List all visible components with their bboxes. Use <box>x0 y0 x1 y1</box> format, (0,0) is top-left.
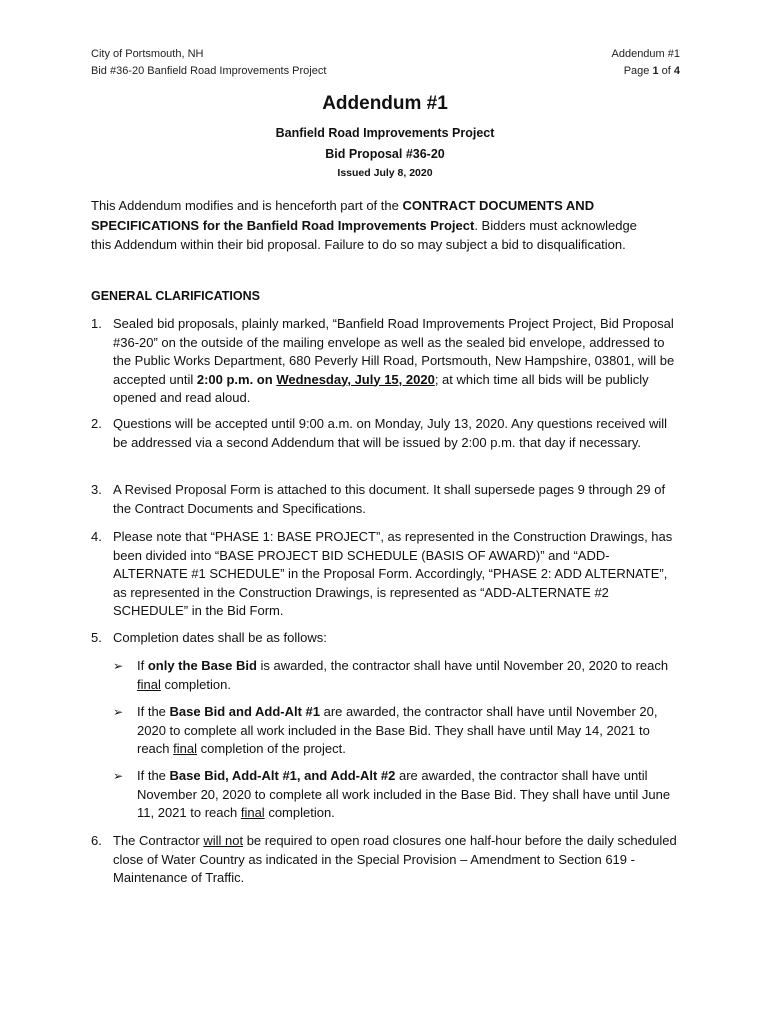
bullet-bold: Base Bid, Add-Alt #1, and Add-Alt #2 <box>169 768 396 783</box>
page-prefix: Page <box>623 65 653 77</box>
item-text: Sealed bid proposals, plainly marked, “Banfield Road Improvements Project Project, Bid Proposal #36-20” on the outside of the mailing envelope as well as the sealed bid envelope, addressed to the Public Works Department, 680 Peverly Hill Road, Portsmouth, New Hampshire, 03801, will be accepted until <box>113 316 675 387</box>
bullet-text: If the <box>137 768 170 783</box>
issued-date: Issued July 8, 2020 <box>337 167 433 179</box>
header-left <box>91 46 326 80</box>
bullet-body <box>137 703 683 759</box>
project-name: Banfield Road Improvements Project <box>275 126 495 140</box>
bullet-bold: only the Base Bid <box>147 658 257 673</box>
bullet-text: are awarded, the contractor shall have until November 20, 2020 to complete all work included in the Base Bid. They shall have until June 11, 2021 to reach <box>137 768 671 820</box>
bullet-text: completion. <box>264 805 335 820</box>
item-text: ; at which time all bids will be publicly opened and read aloud. <box>113 371 649 405</box>
intro-text-1: This Addendum modifies and is henceforth part of the <box>91 198 403 213</box>
item-number: 4. <box>91 529 102 544</box>
item-underline: will not <box>203 833 244 848</box>
item-body: Please note that “PHASE 1: BASE PROJECT”, as represented in the Construction Drawings, has been divided into “BASE PROJECT BID SCHEDULE (BASIS OF AWARD)” and “ADD-ALTERNATE #1 SCHEDULE” in the Proposal Form. Accordingly, “PHASE 2: ADD ALTERNATE”, as represented in the Construction Drawings, is represented as “ADD-ALTERNATE #2 SCHEDULE” in the Bid Form. <box>113 529 673 618</box>
item-text: be required to open road closures one half-hour before the daily scheduled close of Water Country as indicated in the Special Provision – Amendment to Section 619 - Maintenance of Traffic. <box>113 833 677 885</box>
bid-proposal-number: Bid Proposal #36-20 <box>325 147 445 161</box>
bullet-text: are awarded, the contractor shall have until November 20, 2020 to complete all work included in the Base Bid. They shall have until May 14, 2021 to reach <box>137 704 658 756</box>
clarification-item-4 <box>91 528 683 621</box>
bullet-underline: final <box>240 805 265 820</box>
item-body <box>113 315 683 408</box>
item-body: Questions will be accepted until 9:00 a.m. on Monday, July 13, 2020. Any questions received will be addressed via a second Addendum that will be issued by 2:00 p.m. that day if necessary. <box>113 416 668 450</box>
item-number: 1. <box>91 316 102 331</box>
intro-bold: CONTRACT DOCUMENTS AND SPECIFICATIONS for the Banfield Road Improvements Project <box>91 198 595 233</box>
clarification-item-5 <box>91 629 683 648</box>
header-addendum: Addendum #1 <box>611 48 680 60</box>
header-project: Bid #36-20 Banfield Road Improvements Project <box>91 65 327 77</box>
item-number: 5. <box>91 630 102 645</box>
bullet-text: completion. <box>160 676 231 692</box>
item-body: Completion dates shall be as follows: <box>113 630 327 645</box>
item-number: 6. <box>91 833 102 848</box>
completion-bullet-1 <box>113 657 683 694</box>
bullet-underline: final <box>137 676 161 692</box>
bullet-body <box>137 767 683 823</box>
page-of: of <box>658 65 674 77</box>
item-bold: 2:00 p.m. on <box>196 371 277 387</box>
bullet-text: completion of the project. <box>197 741 346 756</box>
bullet-bold: Base Bid and Add-Alt #1 <box>169 704 321 719</box>
section-heading: GENERAL CLARIFICATIONS <box>91 289 260 303</box>
clarification-item-6 <box>91 832 683 888</box>
intro-text-2: . Bidders must acknowledge this Addendum within their bid proposal. Failure to do so may subject a bid to disqualification. <box>91 217 637 252</box>
header-right <box>612 46 681 80</box>
page-number <box>612 63 681 80</box>
completion-bullet-3 <box>113 767 683 823</box>
bullet-underline: final <box>173 741 197 756</box>
item-number: 2. <box>91 416 102 431</box>
arrow-bullet-icon: ➢ <box>113 659 124 673</box>
item-body: A Revised Proposal Form is attached to this document. It shall supersede pages 9 through 29 of the Contract Documents and Specifications. <box>113 482 666 516</box>
item-text: The Contractor <box>113 833 204 848</box>
intro-paragraph <box>91 196 651 255</box>
document-title: Addendum #1 <box>322 93 448 114</box>
bid-date: Wednesday, July 15, 2020 <box>276 371 435 387</box>
header-city: City of Portsmouth, NH <box>91 48 204 60</box>
bullet-text: If the <box>137 704 170 719</box>
clarification-item-3 <box>91 481 683 518</box>
completion-bullet-2 <box>113 703 683 759</box>
arrow-bullet-icon: ➢ <box>113 769 124 783</box>
page-current: 1 <box>652 65 659 77</box>
bullet-text: is awarded, the contractor shall have until November 20, 2020 to reach <box>256 658 669 673</box>
item-number: 3. <box>91 482 102 497</box>
clarification-item-2 <box>91 415 683 452</box>
bullet-text: If <box>137 658 148 673</box>
item-body <box>113 832 683 888</box>
bullet-body <box>137 657 683 694</box>
page-total: 4 <box>673 65 680 77</box>
arrow-bullet-icon: ➢ <box>113 705 124 719</box>
clarification-item-1 <box>91 315 683 408</box>
